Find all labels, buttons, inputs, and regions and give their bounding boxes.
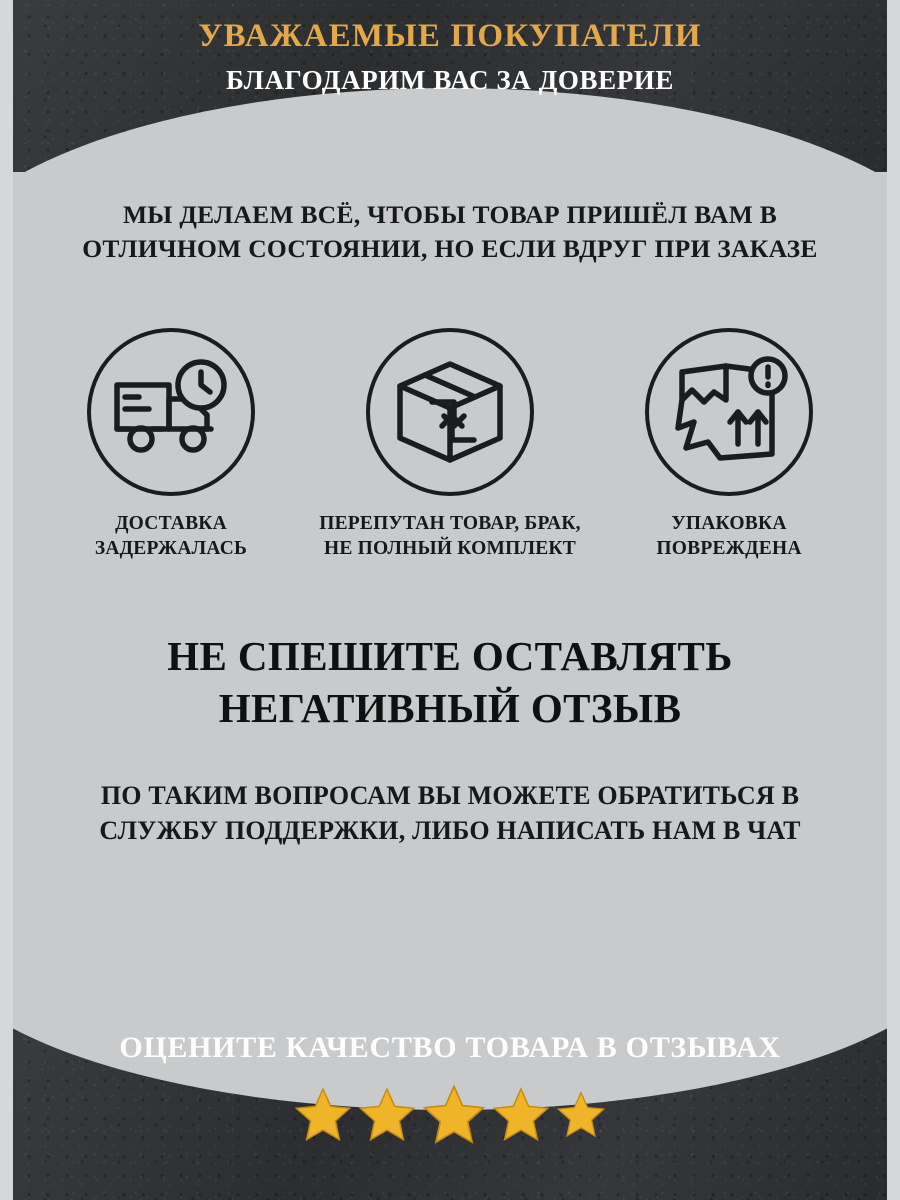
delivery-truck-clock-icon bbox=[87, 328, 255, 496]
issue-caption: УПАКОВКА ПОВРЕЖДЕНА bbox=[656, 513, 802, 559]
box-return-arrow-icon bbox=[366, 328, 534, 496]
star-icon bbox=[294, 1086, 352, 1142]
intro-text: МЫ ДЕЛАЕМ ВСЁ, ЧТОБЫ ТОВАР ПРИШЁЛ ВАМ В ОТЛИЧНОМ СОСТОЯНИИ, НО ЕСЛИ ВДРУГ ПРИ ЗАКАЗЕ bbox=[82, 200, 818, 263]
rating-stars bbox=[0, 1083, 900, 1145]
issues-row bbox=[40, 328, 860, 562]
header bbox=[0, 18, 900, 98]
issue-item-delivery-delayed bbox=[40, 328, 302, 562]
header-title: УВАЖАЕМЫЕ ПОКУПАТЕЛИ bbox=[198, 18, 702, 54]
header-subtitle: БЛАГОДАРИМ ВАС ЗА ДОВЕРИЕ bbox=[225, 64, 675, 95]
headline-text: НЕ СПЕШИТЕ ОСТАВЛЯТЬ НЕГАТИВНЫЙ ОТЗЫВ bbox=[167, 633, 733, 732]
star-icon bbox=[492, 1086, 550, 1142]
issue-caption: ПЕРЕПУТАН ТОВАР, БРАК, НЕ ПОЛНЫЙ КОМПЛЕКТ bbox=[319, 513, 581, 559]
left-edge-strip bbox=[0, 0, 13, 1200]
star-icon bbox=[358, 1086, 416, 1142]
star-icon bbox=[422, 1083, 486, 1145]
issue-caption: ДОСТАВКА ЗАДЕРЖАЛАСЬ bbox=[94, 513, 248, 559]
damaged-package-icon bbox=[645, 328, 813, 496]
footer bbox=[0, 1028, 900, 1145]
star-icon bbox=[556, 1090, 606, 1138]
right-edge-strip bbox=[887, 0, 900, 1200]
footer-title: ОЦЕНИТЕ КАЧЕСТВО ТОВАРА В ОТЗЫВАХ bbox=[119, 1031, 781, 1064]
body-text: ПО ТАКИМ ВОПРОСАМ ВЫ МОЖЕТЕ ОБРАТИТЬСЯ В СЛУЖБУ ПОДДЕРЖКИ, ЛИБО НАПИСАТЬ НАМ В ЧАТ bbox=[99, 781, 801, 846]
issue-item-wrong-item bbox=[319, 328, 581, 562]
issue-item-damaged-package bbox=[598, 328, 860, 562]
